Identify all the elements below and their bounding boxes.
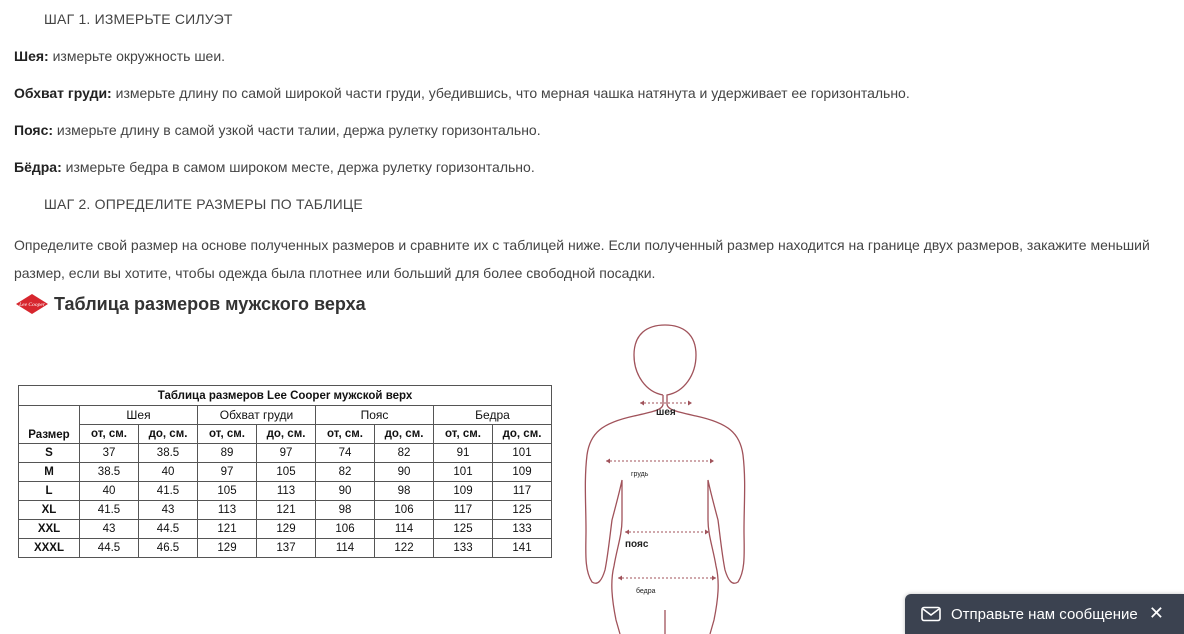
measure-waist — [14, 122, 541, 138]
measure-label: Обхват груди: — [14, 85, 112, 101]
subheader-from: от, см. — [434, 425, 493, 444]
value-cell: 82 — [375, 444, 434, 463]
value-cell: 105 — [257, 463, 316, 482]
chat-widget[interactable] — [905, 594, 1184, 634]
measure-label: Бёдра: — [14, 159, 62, 175]
size-cell: L — [19, 482, 80, 501]
size-cell: S — [19, 444, 80, 463]
value-cell: 141 — [493, 539, 552, 558]
measure-hips — [14, 159, 535, 175]
value-cell: 101 — [434, 463, 493, 482]
value-cell: 125 — [434, 520, 493, 539]
value-cell: 98 — [316, 501, 375, 520]
measure-text: измерьте бедра в самом широком месте, держа рулетку горизонтально. — [61, 159, 535, 175]
value-cell: 44.5 — [139, 520, 198, 539]
value-cell: 40 — [139, 463, 198, 482]
value-cell: 106 — [375, 501, 434, 520]
step-2-title: ШАГ 2. ОПРЕДЕЛИТЕ РАЗМЕРЫ ПО ТАБЛИЦЕ — [44, 196, 363, 212]
value-cell: 137 — [257, 539, 316, 558]
measure-text: измерьте длину в самой узкой части талии, держа рулетку горизонтально. — [53, 122, 541, 138]
value-cell: 101 — [493, 444, 552, 463]
label-chest: грудь — [631, 471, 649, 478]
measure-text: измерьте длину по самой широкой части груди, убедившись, что мерная чашка натянута и удерживает ее горизонтально. — [111, 85, 910, 101]
value-cell: 122 — [375, 539, 434, 558]
value-cell: 90 — [316, 482, 375, 501]
value-cell: 133 — [493, 520, 552, 539]
value-cell: 82 — [316, 463, 375, 482]
size-cell: XXXL — [19, 539, 80, 558]
arrow-head — [606, 459, 610, 464]
label-waist: пояс — [625, 539, 649, 550]
value-cell: 97 — [257, 444, 316, 463]
value-cell: 117 — [434, 501, 493, 520]
value-cell: 129 — [198, 539, 257, 558]
value-cell: 37 — [80, 444, 139, 463]
measure-label: Шея: — [14, 48, 49, 64]
value-cell: 125 — [493, 501, 552, 520]
value-cell: 121 — [257, 501, 316, 520]
arrow-head — [710, 459, 714, 464]
logo-text: Lee Cooper — [19, 302, 45, 308]
step-1-title: ШАГ 1. ИЗМЕРЬТЕ СИЛУЭТ — [44, 11, 233, 27]
measure-chest — [14, 85, 910, 101]
value-cell: 105 — [198, 482, 257, 501]
value-cell: 91 — [434, 444, 493, 463]
value-cell: 43 — [139, 501, 198, 520]
subheader-from: от, см. — [80, 425, 139, 444]
table-row — [19, 463, 552, 482]
subheader-from: от, см. — [316, 425, 375, 444]
value-cell: 121 — [198, 520, 257, 539]
arrow-head — [618, 576, 622, 581]
subheader-to: до, см. — [493, 425, 552, 444]
body-measurement-figure — [568, 320, 778, 634]
arrow-head — [625, 530, 629, 535]
arrow-head — [688, 401, 692, 406]
arrow-head — [712, 576, 716, 581]
size-cell: XL — [19, 501, 80, 520]
value-cell: 97 — [198, 463, 257, 482]
label-hips: бедра — [636, 588, 656, 595]
arrow-head — [640, 401, 644, 406]
subheader-to: до, см. — [375, 425, 434, 444]
table-caption: Таблица размеров Lee Cooper мужской верх — [19, 386, 552, 406]
table-row — [19, 539, 552, 558]
subheader-to: до, см. — [139, 425, 198, 444]
value-cell: 43 — [80, 520, 139, 539]
subheader-to: до, см. — [257, 425, 316, 444]
group-header-hips: Бедра — [434, 406, 552, 425]
value-cell: 114 — [316, 539, 375, 558]
value-cell: 46.5 — [139, 539, 198, 558]
value-cell: 117 — [493, 482, 552, 501]
group-header-chest: Обхват груди — [198, 406, 316, 425]
subheader-from: от, см. — [198, 425, 257, 444]
intro-text: Определите свой размер на основе полученных размеров и сравните их с таблицей ниже. Если полученный размер находится на границе двух размеров, закажите меньший размер, если вы хотите, чтобы одежда была плотнее или больший для более свободной посадки. — [14, 237, 1150, 281]
value-cell: 74 — [316, 444, 375, 463]
size-cell: M — [19, 463, 80, 482]
group-header-neck: Шея — [80, 406, 198, 425]
label-neck: шея — [656, 407, 676, 418]
table-row — [19, 501, 552, 520]
size-chart-heading — [14, 292, 366, 316]
size-table — [18, 385, 552, 558]
value-cell: 40 — [80, 482, 139, 501]
value-cell: 90 — [375, 463, 434, 482]
measure-text: измерьте окружность шеи. — [48, 48, 226, 64]
group-header-waist: Пояс — [316, 406, 434, 425]
chat-label: Отправьте нам сообщение — [951, 605, 1138, 623]
value-cell: 109 — [493, 463, 552, 482]
size-cell: XXL — [19, 520, 80, 539]
value-cell: 41.5 — [80, 501, 139, 520]
table-row — [19, 482, 552, 501]
page-title: Таблица размеров мужского верха — [54, 293, 366, 314]
value-cell: 38.5 — [139, 444, 198, 463]
value-cell: 109 — [434, 482, 493, 501]
value-cell: 44.5 — [80, 539, 139, 558]
value-cell: 38.5 — [80, 463, 139, 482]
close-icon[interactable]: ✕ — [1148, 603, 1164, 623]
value-cell: 41.5 — [139, 482, 198, 501]
value-cell: 106 — [316, 520, 375, 539]
size-column-header: Размер — [19, 406, 80, 444]
measure-neck — [14, 48, 225, 64]
value-cell: 89 — [198, 444, 257, 463]
value-cell: 113 — [198, 501, 257, 520]
value-cell: 133 — [434, 539, 493, 558]
table-row — [19, 444, 552, 463]
lee-cooper-logo — [14, 292, 50, 316]
value-cell: 129 — [257, 520, 316, 539]
table-row — [19, 520, 552, 539]
envelope-icon — [921, 606, 941, 622]
measure-label: Пояс: — [14, 122, 54, 138]
value-cell: 113 — [257, 482, 316, 501]
body-outline — [585, 325, 744, 634]
value-cell: 98 — [375, 482, 434, 501]
value-cell: 114 — [375, 520, 434, 539]
